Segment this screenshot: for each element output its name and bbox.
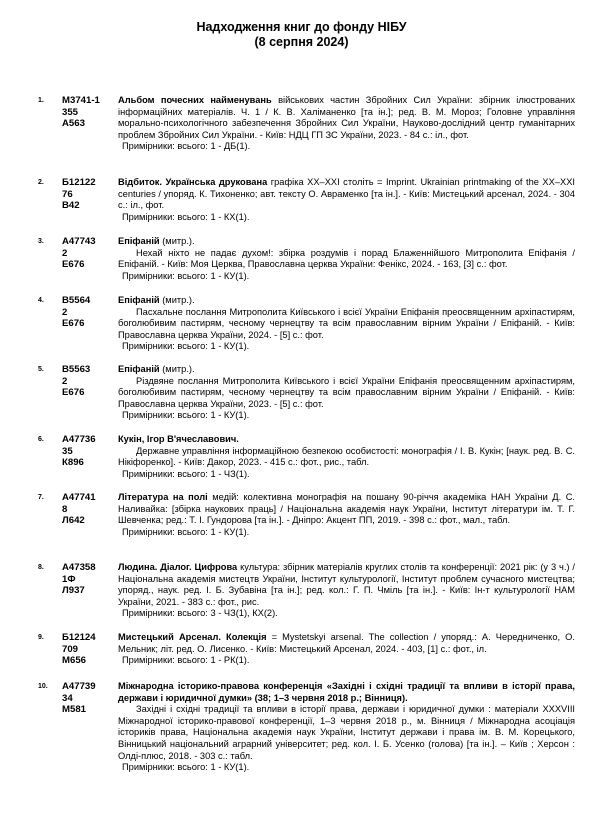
- shelf-code-line: К896: [62, 457, 84, 469]
- shelf-code-line: В5563: [62, 364, 91, 375]
- entry-description: [118, 177, 575, 223]
- title-date: (8 серпня 2024): [254, 35, 349, 49]
- entry-title: Відбиток. Українська друкована: [118, 177, 268, 187]
- entry-description: [118, 295, 575, 353]
- entry-copies: Примірники: всього: 1 - ЧЗ(1).: [122, 468, 250, 479]
- entry-author: Епіфаній: [118, 364, 160, 374]
- shelf-code-line: 355: [62, 106, 79, 118]
- shelf-code-line: Л937: [62, 585, 85, 597]
- entry-author: Епіфаній: [118, 295, 160, 305]
- shelf-code-line: Л642: [62, 515, 85, 527]
- entry-description: [118, 236, 575, 282]
- entry-details: військових частин Збройних Сил України: збірник ілюстрованих інформаційних матеріалів. Ч. 1 / К. В. Халіманенко [та ін.]; ред. В. М. Мороз; Головне управління морально-психологічного забезпечення Збройних Сил України, Науково-дослідний центр гуманітарних проблем Збройних Сил України. - Київ: НДЦ ГП ЗС України, 2023. - 84 с.: іл., фот.: [118, 95, 575, 140]
- entry-details: медій: колективна монографія на пошану 90-річчя академіка НАН України Д. С. Наливайка: [збірка наукових праць] / Національна академія наук України, Інститут літератури ім. Т. Г. Шевченка; ред.: Т. І. Гундорова [та ін.]. - Дніпро: Акцент ПП, 2019. - 398 с.: фот., мал., табл.: [118, 492, 575, 526]
- document-title: [0, 20, 603, 50]
- entry-description: [118, 681, 575, 774]
- entry-details: культура: збірник матеріалів круглих столів та конференції: 2021 рік: (у 3 ч.) / Національна академія мистецтв України, Інститут культурології, Інститут проблем сучасного мистецтва; упоряд., наук. ред. І. Б. Зубавіна [та ін.]; ред. кол.: Г. П. Чміль [та ін.]. - Київ: Ін-т культурології НАМ України, 2021. - 383 с.: фот., рис.: [118, 562, 575, 607]
- shelf-code-line: А47743: [62, 236, 96, 247]
- shelf-code: [62, 295, 117, 330]
- entry-number: 7.: [38, 494, 44, 501]
- shelf-code-line: А47358: [62, 562, 96, 573]
- entry-number: 2.: [38, 179, 44, 186]
- shelf-code: [62, 236, 117, 271]
- entry-title: Альбом почесних найменувань: [118, 95, 272, 105]
- entry-number: 8.: [38, 564, 44, 571]
- shelf-code-line: 35: [62, 445, 73, 457]
- shelf-code-line: 1Ф: [62, 573, 76, 585]
- entry-description: [118, 632, 575, 667]
- entry-description: [118, 562, 575, 620]
- shelf-code: [62, 492, 117, 527]
- entry-number: 4.: [38, 297, 44, 304]
- entry-copies: Примірники: всього: 1 - КУ(1).: [122, 410, 250, 421]
- shelf-code-line: 2: [62, 306, 68, 318]
- shelf-code: [62, 95, 117, 130]
- entry-description: [118, 492, 575, 538]
- entry-details: = Mystetskyi arsenal. The collection / упоряд.: А. Чередниченко, О. Мельник; літ. ред. О. Лисенко. - Київ: Мистецький Арсенал, 2024. - 403, [1] с.: фот., іл.: [118, 632, 575, 654]
- shelf-code-line: М656: [62, 655, 86, 667]
- entry-author-note: (митр.).: [159, 236, 195, 246]
- entry-number: 9.: [38, 634, 44, 641]
- shelf-code-line: М3741-1: [62, 95, 100, 106]
- shelf-code-line: А563: [62, 118, 85, 130]
- shelf-code-line: Б12122: [62, 177, 96, 188]
- shelf-code-line: Е676: [62, 259, 85, 271]
- entry-details: Нехай ніхто не падає духом!: збірка роздумів і порад Блаженнійшого Митрополита Епіфанія / Епіфаній. - Київ: Моя Церква, Православна церква України: Фенікс, 2024. - 163, [3] с.: фот.: [118, 247, 575, 270]
- entry-details: Державне управління інформаційною безпекою особистості: монографія / І. В. Кукін; [наук. ред. В. С. Нікіфоренко]. - Київ: Дакор, 2023. - 415 с.: фот., рис., табл.: [118, 445, 575, 468]
- shelf-code: [62, 434, 117, 469]
- entry-details: графіка XX–XXI століть = Imprint. Ukrainian printmaking of the XX–XXI centuries / упоряд. К. Тихоненко; авт. тексту О. Авраменко [та ін.]. - Київ: Мистецький арсенал, 2024. - 304 с.: іл., фот.: [118, 177, 575, 211]
- entry-copies: Примірники: всього: 3 - ЧЗ(1), КХ(2).: [122, 608, 278, 619]
- entry-copies: Примірники: всього: 1 - КУ(1).: [122, 762, 250, 773]
- shelf-code: [62, 632, 117, 667]
- entry-title: Людина. Діалог. Цифрова: [118, 562, 238, 572]
- shelf-code-line: А47739: [62, 681, 96, 692]
- entry-title: Література на полі: [118, 492, 208, 502]
- shelf-code: [62, 681, 117, 716]
- shelf-code: [62, 364, 117, 399]
- entry-copies: Примірники: всього: 1 - КУ(1).: [122, 270, 250, 281]
- entry-copies: Примірники: всього: 1 - РК(1).: [122, 655, 250, 666]
- entry-copies: Примірники: всього: 1 - ДБ(1).: [122, 141, 251, 152]
- shelf-code-line: 76: [62, 188, 73, 200]
- entry-description: [118, 364, 575, 422]
- shelf-code-line: Б12124: [62, 632, 96, 643]
- entry-title: Мистецький Арсенал. Колекція: [118, 632, 267, 642]
- shelf-code-line: 34: [62, 692, 73, 704]
- entry-number: 1.: [38, 97, 44, 104]
- shelf-code-line: Е676: [62, 318, 85, 330]
- entry-description: [118, 434, 575, 480]
- entry-author-note: (митр.).: [159, 364, 195, 374]
- entry-copies: Примірники: всього: 1 - КХ(1).: [122, 211, 250, 222]
- entry-details: Різдвяне послання Митрополита Київського і всієї України Епіфанія преосвященним архіпастирям, боголюбивим пастирям, чесному чернецтву та всім православним вірним України / Епіфаній. - Київ: Православна церква України, 2023. - [5] с.: фот.: [118, 375, 575, 409]
- shelf-code-line: В42: [62, 200, 80, 212]
- shelf-code-line: А47736: [62, 434, 96, 445]
- entry-author-note: (митр.).: [159, 295, 195, 305]
- title-text: Надходження книг до фонду НІБУ: [196, 20, 407, 34]
- shelf-code-line: 8: [62, 503, 68, 515]
- shelf-code-line: А47741: [62, 492, 96, 503]
- shelf-code-line: М581: [62, 704, 86, 716]
- shelf-code: [62, 177, 117, 212]
- entry-author: Міжнародна історико-правова конференція «Західні і східні традиції та впливи в історії права, держави і юридичної думки» (38; 1–3 червня 2018 р.; Вінниця).: [118, 681, 575, 703]
- entry-author: Епіфаній: [118, 236, 160, 246]
- entry-number: 3.: [38, 238, 44, 245]
- entry-copies: Примірники: всього: 1 - КУ(1).: [122, 341, 250, 352]
- entry-description: [118, 95, 575, 153]
- shelf-code-line: 2: [62, 247, 68, 259]
- entry-details: Пасхальне послання Митрополита Київського і всієї України Епіфанія преосвященним архіпастирям, боголюбивим пастирям, чесному чернецтву та всім православним вірним України / Епіфаній. - Київ: Православна церква України, 2024. - [5] с.: фот.: [118, 306, 575, 340]
- entry-copies: Примірники: всього: 1 - КУ(1).: [122, 526, 250, 537]
- shelf-code-line: 2: [62, 375, 68, 387]
- shelf-code-line: В5564: [62, 295, 91, 306]
- shelf-code: [62, 562, 117, 597]
- shelf-code-line: 709: [62, 643, 79, 655]
- entry-details: Західні і східні традиції та впливи в історії права, держави і юридичної думки : матеріали XXXVIII Міжнародної історико-правової конференції, 1–3 червня 2018 р., м. Вінниця / Міжнародна асоціація істориків права, Національна академія наук України, Інститут держави і права ім. В. М. Корецького, Вінницький національний аграрний університет; ред. кол. І. Б. Усенко (голова) [та ін.]. – Київ ; Херсон : Олді-плюс, 2018. - 303 с.: табл.: [118, 704, 575, 761]
- entry-number: 10.: [38, 683, 48, 690]
- entry-author: Кукін, Ігор В'ячеславович.: [118, 434, 239, 444]
- entry-number: 5.: [38, 366, 44, 373]
- entry-number: 6.: [38, 436, 44, 443]
- shelf-code-line: Е676: [62, 387, 85, 399]
